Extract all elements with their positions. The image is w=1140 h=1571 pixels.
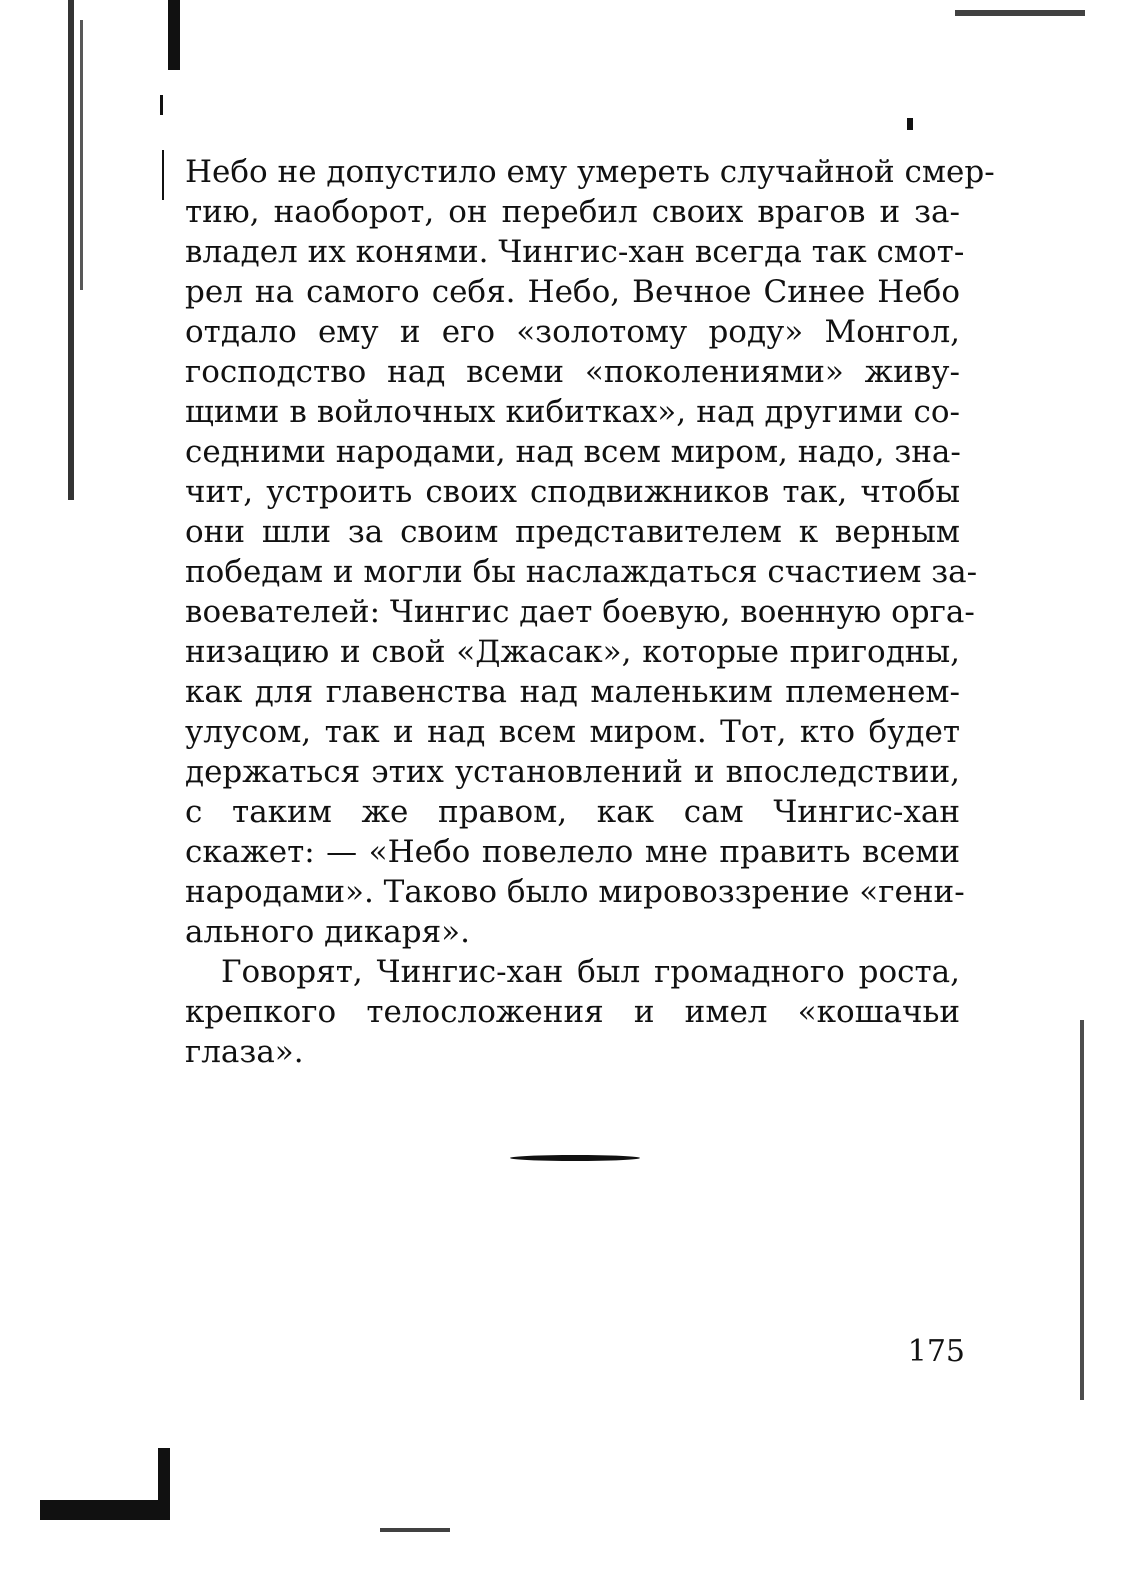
scan-artifact-top-right bbox=[955, 10, 1085, 16]
scan-artifact-bottom-left bbox=[40, 1500, 168, 1520]
scan-artifact-right-edge bbox=[1080, 1020, 1084, 1400]
text-line: чит, устроить своих сподвижников так, чтобы bbox=[185, 474, 960, 510]
paragraph-1 bbox=[185, 152, 995, 952]
text-line: народами». Таково было мировоззрение «гени- bbox=[185, 874, 965, 910]
text-line: как для главенства над маленьким племенем- bbox=[185, 674, 960, 710]
text-line: держаться этих установлений и впоследствии, bbox=[185, 754, 960, 790]
text-line: глаза». bbox=[185, 1034, 304, 1070]
text-line: они шли за своим представителем к верным bbox=[185, 514, 960, 550]
text-line: Говорят, Чингис-хан был громадного роста, bbox=[221, 954, 960, 990]
text-line: Небо не допустило ему умереть случайной смер- bbox=[185, 154, 995, 190]
text-line: господство над всеми «поколениями» живу- bbox=[185, 354, 960, 390]
text-line: рел на самого себя. Небо, Вечное Синее Небо bbox=[185, 274, 960, 310]
scan-artifact-bottom-mid bbox=[380, 1528, 450, 1532]
text-line: улусом, так и над всем миром. Тот, кто будет bbox=[185, 714, 960, 750]
text-line: низацию и свой «Джасак», которые пригодны, bbox=[185, 634, 960, 670]
page-number: 175 bbox=[907, 1334, 965, 1369]
scan-artifact-left-dot bbox=[160, 95, 163, 115]
main-text bbox=[185, 152, 995, 1072]
scan-artifact-left-bar bbox=[68, 0, 74, 500]
text-line: отдало ему и его «золотому роду» Монгол, bbox=[185, 314, 960, 350]
scan-artifact-left-line bbox=[162, 150, 164, 200]
text-line: тию, наоборот, он перебил своих врагов и за- bbox=[185, 194, 960, 230]
text-line: скажет: — «Небо повелело мне править всеми bbox=[185, 834, 960, 870]
paragraph-2 bbox=[185, 952, 960, 1072]
text-line: владел их конями. Чингис-хан всегда так смот- bbox=[185, 234, 965, 270]
text-line: ального дикаря». bbox=[185, 914, 470, 950]
scan-artifact-dot-top bbox=[907, 118, 913, 130]
section-separator bbox=[510, 1155, 640, 1161]
text-line: воевателей: Чингис дает боевую, военную орга- bbox=[185, 594, 975, 630]
text-line: щими в войлочных кибитках», над другими со- bbox=[185, 394, 960, 430]
text-line: с таким же правом, как сам Чингис-хан bbox=[185, 794, 960, 830]
text-line: седними народами, над всем миром, надо, зна- bbox=[185, 434, 961, 470]
text-line: крепкого телосложения и имел «кошачьи bbox=[185, 994, 960, 1030]
scan-artifact-left-bar-2 bbox=[80, 20, 83, 290]
text-line: победам и могли бы наслаждаться счастием за- bbox=[185, 554, 978, 590]
scan-artifact-top-mark bbox=[168, 0, 180, 70]
scan-artifact-bottom-left-vert bbox=[158, 1448, 170, 1520]
